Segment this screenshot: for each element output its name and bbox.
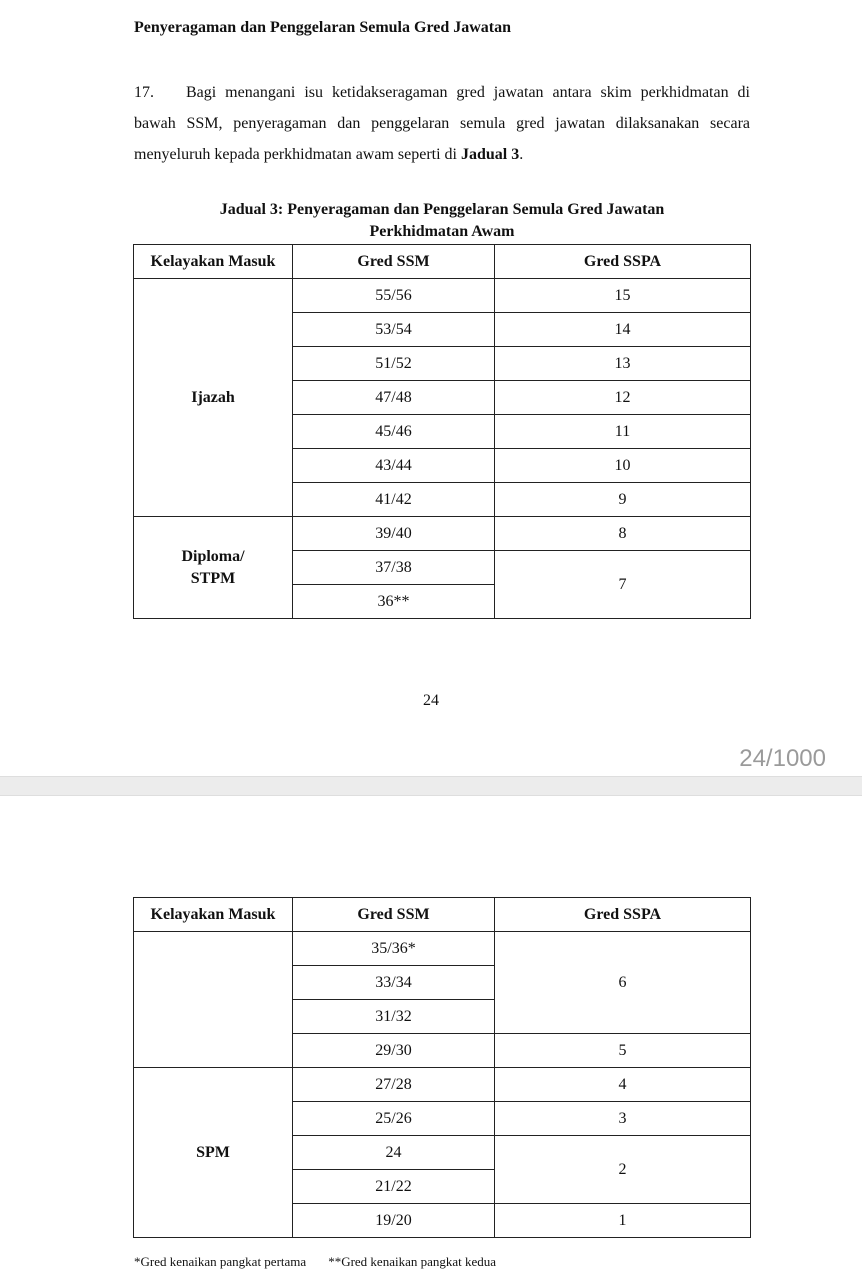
ssm-cell: 19/20: [293, 1204, 495, 1238]
table-caption: [134, 199, 750, 243]
sspa-cell: 7: [495, 551, 751, 619]
paragraph-number: 17.: [134, 84, 154, 101]
ssm-cell: 37/38: [293, 551, 495, 585]
page-separator: [0, 776, 862, 796]
ssm-cell: 47/48: [293, 381, 495, 415]
qualification-blank: [134, 932, 293, 1068]
header-kelayakan: Kelayakan Masuk: [134, 245, 293, 279]
page-number: 24: [423, 692, 439, 709]
grade-table-part2: [133, 897, 751, 1238]
sspa-cell: 2: [495, 1136, 751, 1204]
ssm-cell: 39/40: [293, 517, 495, 551]
sspa-cell: 4: [495, 1068, 751, 1102]
ssm-cell: 33/34: [293, 966, 495, 1000]
footnote-first: *Gred kenaikan pangkat pertama: [134, 1254, 307, 1269]
qualification-diploma-stpm: [134, 517, 293, 619]
ssm-cell: 53/54: [293, 313, 495, 347]
sspa-cell: 8: [495, 517, 751, 551]
ssm-cell: 41/42: [293, 483, 495, 517]
ssm-cell: 29/30: [293, 1034, 495, 1068]
section-heading: Penyeragaman dan Penggelaran Semula Gred Jawatan: [134, 19, 512, 36]
sspa-cell: 6: [495, 932, 751, 1034]
table-caption-line1: Jadual 3: Penyeragaman dan Penggelaran Semula Gred Jawatan: [219, 201, 665, 218]
sspa-cell: 1: [495, 1204, 751, 1238]
sspa-cell: 10: [495, 449, 751, 483]
footnote-second: **Gred kenaikan pangkat kedua: [328, 1254, 497, 1269]
page-counter: 24/1000: [739, 745, 826, 772]
qualification-diploma-line2: STPM: [190, 569, 236, 587]
table-header-row: [134, 898, 751, 932]
header-gred-sspa: Gred SSPA: [495, 245, 751, 279]
ssm-cell: 36**: [293, 585, 495, 619]
paragraph-text: Bagi menangani isu ketidakseragaman gred jawatan antara skim perkhidmatan di bawah SSM, penyeragaman dan penggelaran semula gred jawatan dilaksanakan secara menyeluruh kepada perkhidmatan awam seperti di: [134, 84, 750, 163]
sspa-cell: 9: [495, 483, 751, 517]
qualification-ijazah: Ijazah: [134, 279, 293, 517]
sspa-cell: 13: [495, 347, 751, 381]
qualification-spm: SPM: [134, 1068, 293, 1238]
qualification-diploma-line1: Diploma/: [181, 547, 245, 565]
ssm-cell: 45/46: [293, 415, 495, 449]
table-caption-line2: Perkhidmatan Awam: [369, 223, 515, 240]
table-header-row: [134, 245, 751, 279]
header-gred-sspa: Gred SSPA: [495, 898, 751, 932]
paragraph-end: .: [519, 146, 524, 163]
footnotes: [134, 1254, 496, 1270]
sspa-cell: 3: [495, 1102, 751, 1136]
sspa-cell: 14: [495, 313, 751, 347]
header-kelayakan: Kelayakan Masuk: [134, 898, 293, 932]
sspa-cell: 11: [495, 415, 751, 449]
paragraph-table-reference: Jadual 3: [461, 146, 520, 163]
table-row: [134, 1068, 751, 1102]
sspa-cell: 15: [495, 279, 751, 313]
sspa-cell: 12: [495, 381, 751, 415]
table-row: [134, 517, 751, 551]
header-gred-ssm: Gred SSM: [293, 245, 495, 279]
ssm-cell: 31/32: [293, 1000, 495, 1034]
ssm-cell: 24: [293, 1136, 495, 1170]
grade-table-part1: [133, 244, 751, 619]
sspa-cell: 5: [495, 1034, 751, 1068]
table-row: [134, 279, 751, 313]
ssm-cell: 21/22: [293, 1170, 495, 1204]
ssm-cell: 25/26: [293, 1102, 495, 1136]
ssm-cell: 27/28: [293, 1068, 495, 1102]
table-row: [134, 932, 751, 966]
ssm-cell: 55/56: [293, 279, 495, 313]
ssm-cell: 43/44: [293, 449, 495, 483]
ssm-cell: 51/52: [293, 347, 495, 381]
header-gred-ssm: Gred SSM: [293, 898, 495, 932]
paragraph-17: [134, 77, 750, 170]
ssm-cell: 35/36*: [293, 932, 495, 966]
